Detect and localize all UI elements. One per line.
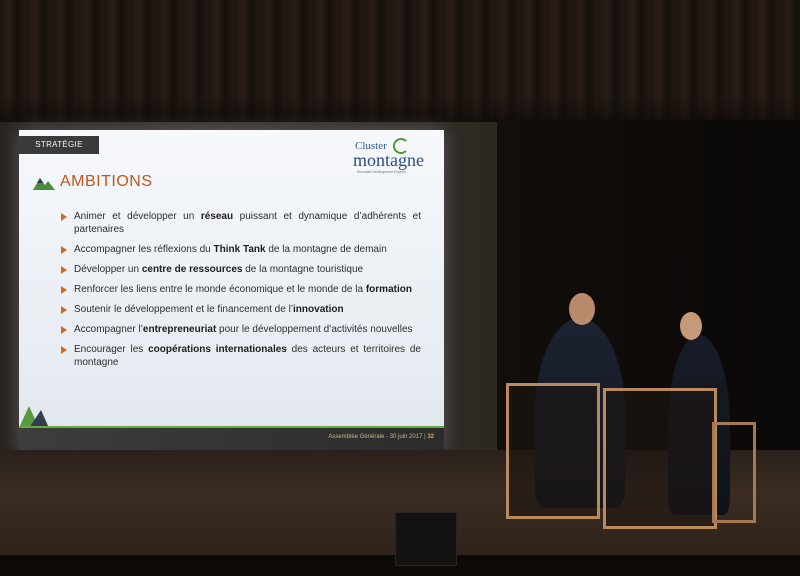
ambition-text: des acteurs et territoires de montagne <box>74 344 421 368</box>
ambition-text: Encourager les <box>74 344 149 355</box>
ambition-item <box>61 283 421 296</box>
ambition-keyword: centre de ressources <box>141 264 243 275</box>
ambition-text: de la montagne touristique <box>242 264 364 275</box>
slide-section-tag: STRATÉGIE <box>19 136 99 154</box>
logo-top-text: Cluster <box>355 140 387 152</box>
bullet-arrow-icon <box>61 326 67 334</box>
ambition-keyword: formation <box>365 284 412 295</box>
bullet-arrow-icon <box>61 346 67 354</box>
ambition-item <box>61 343 421 369</box>
logo-main-text: montagne <box>353 150 424 170</box>
bullet-arrow-icon <box>61 286 67 294</box>
female-speaker-head <box>680 312 702 340</box>
ambition-item <box>61 303 421 316</box>
slide-footer <box>19 428 444 452</box>
slide-number: 32 <box>427 434 434 440</box>
footer-text <box>328 434 434 440</box>
ambition-item <box>61 243 421 256</box>
ambition-keyword: Think Tank <box>213 244 266 255</box>
ambition-text: Développer un <box>74 264 142 275</box>
bullet-arrow-icon <box>61 213 67 221</box>
logo-sub-text: Mountain Development Experts <box>357 170 406 174</box>
mountain-icon <box>33 176 55 190</box>
ambition-item <box>61 323 421 336</box>
bullet-arrow-icon <box>61 246 67 254</box>
ambition-text: pour le développement d’activités nouvelles <box>216 324 413 335</box>
ambition-keyword: réseau <box>200 211 234 222</box>
corner-mountain-icon <box>19 400 49 428</box>
stool <box>712 422 756 523</box>
ambition-keyword: innovation <box>293 304 344 315</box>
floor-monitor <box>395 512 457 566</box>
male-speaker-head <box>569 293 595 325</box>
ambition-keyword: coopérations internationales <box>148 344 287 355</box>
ambition-text: Renforcer les liens entre le monde économique et le monde de la <box>74 284 366 295</box>
footer-event: Assemblée Générale - 30 juin 2017 | <box>328 434 426 440</box>
right-podium <box>603 388 717 529</box>
ambition-keyword: entrepreneuriat <box>142 324 217 335</box>
ambition-text: Soutenir le développement et le financement de l’ <box>74 304 294 315</box>
ambition-item <box>61 263 421 276</box>
ambitions-list <box>61 210 421 376</box>
ambition-text: Accompagner l’ <box>74 324 143 335</box>
ambition-text: Animer et développer un <box>74 211 201 222</box>
ambition-text: Accompagner les réflexions du <box>74 244 214 255</box>
ambition-text: de la montagne de demain <box>265 244 387 255</box>
ambition-text: puissant et dynamique d’adhérents et partenaires <box>74 211 422 235</box>
bullet-arrow-icon <box>61 266 67 274</box>
left-podium <box>506 383 600 519</box>
ambition-item <box>61 210 421 236</box>
bullet-arrow-icon <box>61 306 67 314</box>
slide-heading: AMBITIONS <box>60 173 153 190</box>
presentation-slide <box>19 130 444 452</box>
cluster-montagne-logo <box>353 138 435 176</box>
